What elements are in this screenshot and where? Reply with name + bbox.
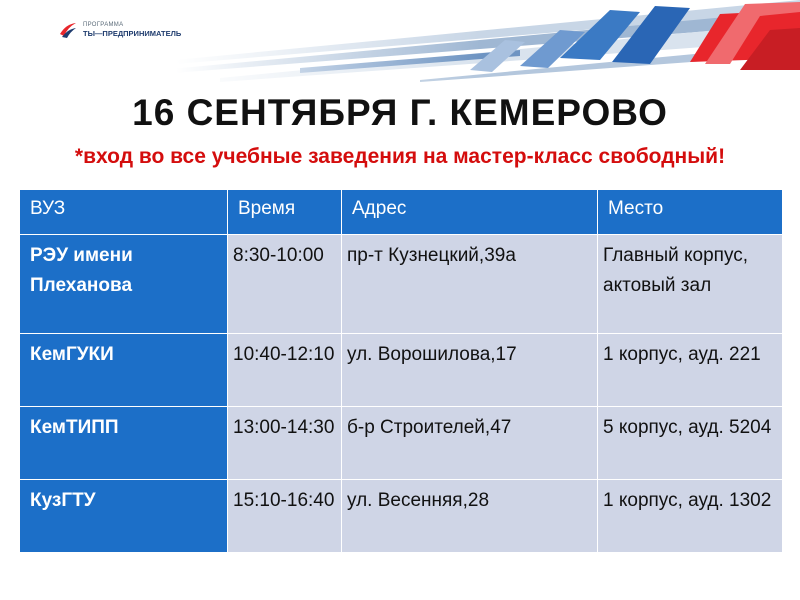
cell-address: б-р Строителей,47: [342, 407, 598, 480]
cell-place: 1 корпус, ауд. 1302: [598, 480, 783, 553]
header-banner: [0, 0, 800, 82]
cell-vuz: КузГТУ: [20, 480, 228, 553]
table-row: [20, 480, 783, 553]
cell-place: 5 корпус, ауд. 5204: [598, 407, 783, 480]
cell-vuz: РЭУ имени Плеханова: [20, 235, 228, 334]
header-time: Время: [228, 190, 342, 235]
cell-place: Главный корпус, актовый зал: [598, 235, 783, 334]
cell-address: ул. Весенняя,28: [342, 480, 598, 553]
header-address: Адрес: [342, 190, 598, 235]
schedule-table: [19, 189, 783, 553]
program-logo: [58, 20, 181, 40]
table-row: [20, 407, 783, 480]
page-title: 16 СЕНТЯБРЯ Г. КЕМЕРОВО: [132, 92, 668, 133]
table-header-row: [20, 190, 783, 235]
logo-swoosh-icon: [58, 20, 78, 40]
banner-graphic: [0, 0, 800, 82]
cell-address: пр-т Кузнецкий,39а: [342, 235, 598, 334]
table-row: [20, 334, 783, 407]
cell-time: 13:00-14:30: [228, 407, 342, 480]
cell-time: 8:30-10:00: [228, 235, 342, 334]
cell-time: 15:10-16:40: [228, 480, 342, 553]
header-vuz: ВУЗ: [20, 190, 228, 235]
page-subtitle: *вход во все учебные заведения на мастер-класс свободный!: [74, 145, 726, 168]
cell-vuz: КемТИПП: [20, 407, 228, 480]
cell-place: 1 корпус, ауд. 221: [598, 334, 783, 407]
logo-line-2: ТЫ—ПРЕДПРИНИМАТЕЛЬ: [83, 29, 182, 38]
cell-time: 10:40-12:10: [228, 334, 342, 407]
cell-address: ул. Ворошилова,17: [342, 334, 598, 407]
cell-vuz: КемГУКИ: [20, 334, 228, 407]
logo-line-1: ПРОГРАММА: [83, 22, 124, 28]
header-place: Место: [598, 190, 783, 235]
table-row: [20, 235, 783, 334]
